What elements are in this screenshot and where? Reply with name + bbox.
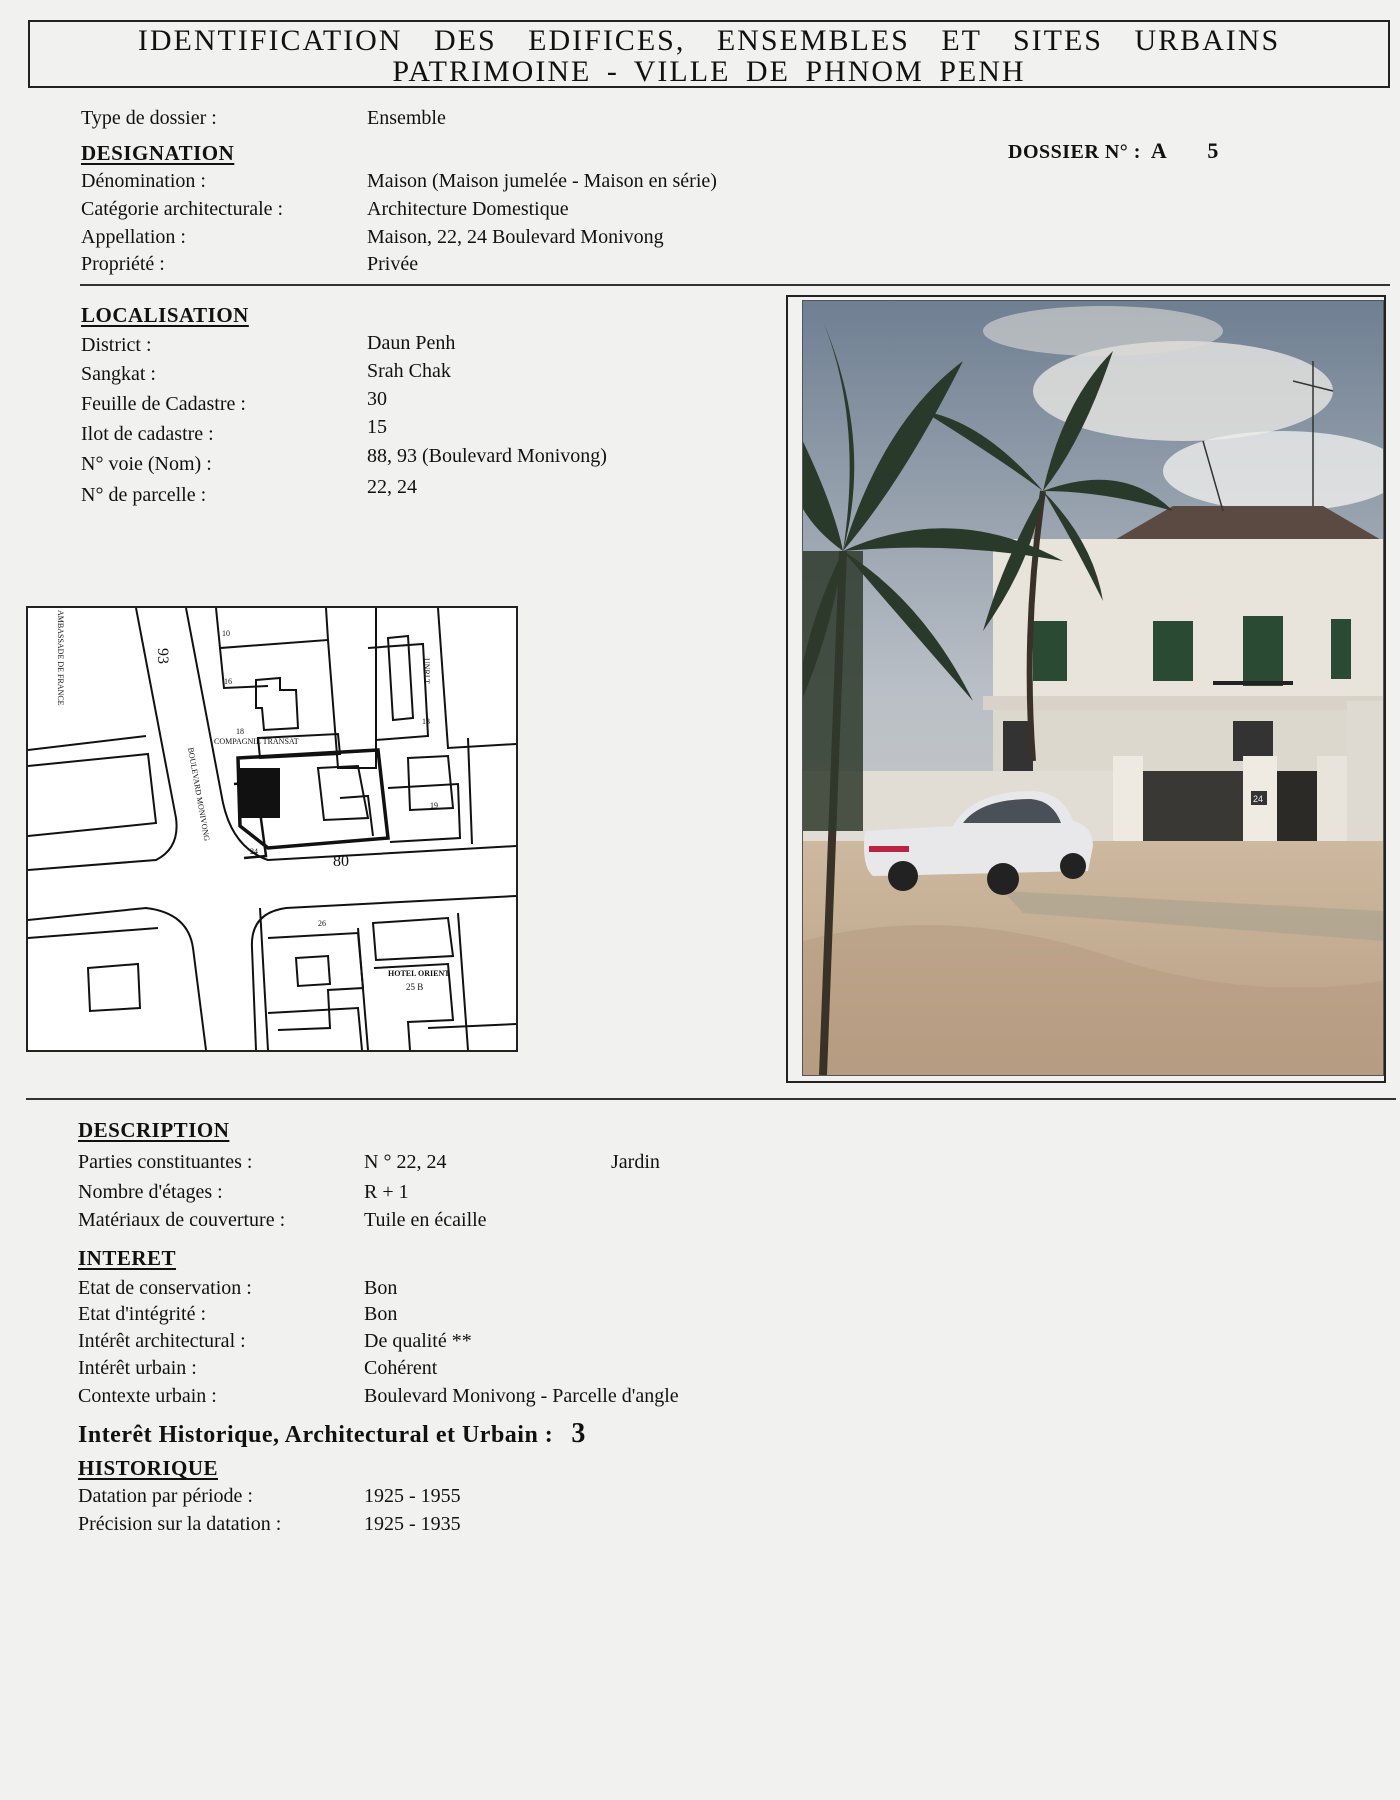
ilot-cadastre-label: Ilot de cadastre : (81, 423, 214, 445)
historique-title: HISTORIQUE (78, 1456, 218, 1480)
sangkat-label: Sangkat : (81, 363, 156, 385)
datation-periode-label: Datation par période : (78, 1485, 253, 1507)
interet-title: INTERET (78, 1246, 177, 1270)
house-photo-drawing (803, 301, 1383, 1075)
ilot-cadastre-value: 15 (367, 416, 387, 438)
map-company-label: COMPAGNIE TRANSAT (214, 737, 299, 746)
map-lot-18: 18 (236, 727, 244, 736)
feuille-cadastre-value: 30 (367, 388, 387, 410)
parties-value: N ° 22, 24 (364, 1151, 447, 1173)
description-title: DESCRIPTION (78, 1118, 230, 1142)
propriete-value: Privée (367, 253, 419, 275)
contexte-urbain-value: Boulevard Monivong - Parcelle d'angle (364, 1385, 679, 1407)
parcelle-value: 22, 24 (367, 476, 417, 498)
integrite-value: Bon (364, 1303, 398, 1325)
house-photo (802, 300, 1384, 1076)
map-lot-16: 16 (224, 677, 232, 686)
dossier-label: DOSSIER N° : (1008, 141, 1141, 163)
dossier-letter: A (1150, 138, 1168, 163)
denomination-value: Maison (Maison jumelée - Maison en série) (367, 170, 717, 192)
dossier-number (1008, 138, 1219, 164)
interet-urbain-value: Cohérent (364, 1357, 438, 1379)
designation-title: DESIGNATION (81, 141, 235, 165)
divider-middle (26, 1098, 1396, 1100)
map-lot-22: 22 (246, 769, 254, 778)
map-lot-19: 19 (430, 801, 438, 810)
district-label: District : (81, 334, 152, 356)
parcelle-label: N° de parcelle : (81, 484, 207, 506)
denomination-label: Dénomination : (81, 170, 206, 192)
precision-datation-label: Précision sur la datation : (78, 1513, 282, 1535)
interet-global-label: Interêt Historique, Architectural et Urbain : (78, 1422, 554, 1448)
cadastre-map (26, 606, 518, 1052)
sangkat-value: Srah Chak (367, 360, 451, 382)
propriete-label: Propriété : (81, 253, 165, 275)
map-hotel-number: 25 B (406, 982, 424, 992)
map-boulevard-label: BOULEVARD MONIVONG (186, 746, 212, 842)
integrite-label: Etat d'intégrité : (78, 1303, 207, 1325)
parties-label: Parties constituantes : (78, 1151, 253, 1173)
map-street-93: 93 (154, 648, 171, 664)
dossier-number-value: 5 (1207, 138, 1219, 163)
categorie-label: Catégorie architecturale : (81, 198, 284, 220)
interet-architectural-value: De qualité ** (364, 1330, 472, 1352)
voie-label: N° voie (Nom) : (81, 453, 212, 475)
map-lot-26: 26 (318, 919, 326, 928)
parties-extra: Jardin (611, 1151, 660, 1173)
interet-architectural-label: Intérêt architectural : (78, 1330, 246, 1352)
couverture-value: Tuile en écaille (364, 1209, 487, 1231)
map-hotel-label: HOTEL ORIENT (388, 969, 450, 978)
interet-global (78, 1418, 586, 1450)
document-header (28, 20, 1390, 88)
map-street-80: 80 (333, 853, 349, 870)
appellation-value: Maison, 22, 24 Boulevard Monivong (367, 226, 664, 248)
gate-number: 24 (1253, 794, 1264, 804)
contexte-urbain-label: Contexte urbain : (78, 1385, 217, 1407)
header-title-line2: PATRIMOINE - VILLE DE PHNOM PENH (392, 55, 1026, 88)
localisation-title: LOCALISATION (81, 303, 249, 327)
couverture-label: Matériaux de couverture : (78, 1209, 286, 1231)
precision-datation-value: 1925 - 1935 (364, 1513, 461, 1535)
categorie-value: Architecture Domestique (367, 198, 569, 220)
interet-urbain-label: Intérêt urbain : (78, 1357, 197, 1379)
district-value: Daun Penh (367, 332, 456, 354)
map-lot-13: 13 (422, 717, 430, 726)
map-unrlt-label: UNRLT (422, 658, 431, 684)
interet-global-score: 3 (571, 1418, 586, 1449)
cadastre-map-drawing (28, 608, 516, 1050)
appellation-label: Appellation : (81, 226, 186, 248)
etages-value: R + 1 (364, 1181, 409, 1203)
map-lot-24: 24 (250, 847, 258, 856)
datation-periode-value: 1925 - 1955 (364, 1485, 461, 1507)
conservation-label: Etat de conservation : (78, 1277, 252, 1299)
type-dossier-label: Type de dossier : (81, 107, 217, 129)
map-ambassade-label: AMBASSADE DE FRANCE (56, 610, 65, 706)
voie-value: 88, 93 (Boulevard Monivong) (367, 445, 607, 467)
etages-label: Nombre d'étages : (78, 1181, 223, 1203)
conservation-value: Bon (364, 1277, 398, 1299)
header-title-line1: IDENTIFICATION DES EDIFICES, ENSEMBLES ET SITES URBAINS (137, 24, 1281, 57)
divider-top (80, 284, 1390, 286)
type-dossier-value: Ensemble (367, 107, 446, 129)
map-lot-10: 10 (222, 629, 230, 638)
feuille-cadastre-label: Feuille de Cadastre : (81, 393, 246, 415)
